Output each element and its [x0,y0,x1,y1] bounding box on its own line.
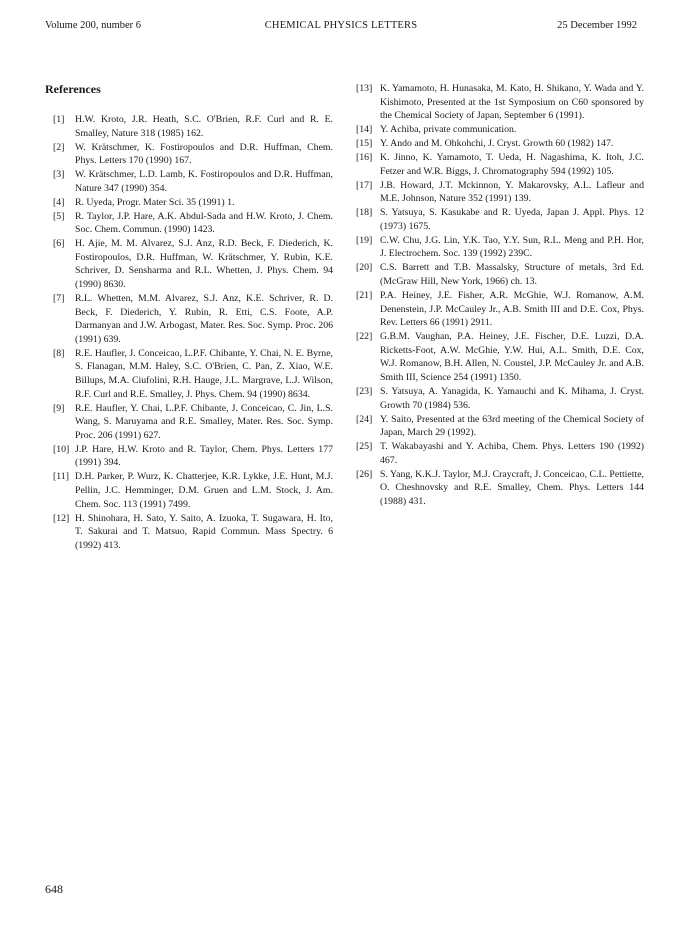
reference-number: [22] [356,331,373,343]
reference-text: R. Taylor, J.P. Hare, A.K. Abdul-Sada and H.W. Kroto, J. Chem. Soc. Chem. Commun. (1990) 1423. [75,210,333,236]
reference-entry [356,289,644,330]
reference-number: [8] [53,347,65,359]
reference-entry [45,113,333,140]
left-column [45,82,333,553]
reference-entry [356,137,644,151]
reference-entry [356,234,644,261]
reference-number: [24] [356,413,373,425]
reference-number: [1] [53,114,65,125]
reference-text: R. Uyeda, Progr. Mater Sci. 35 (1991) 1. [75,196,235,208]
reference-entry [356,385,644,412]
reference-number: [3] [53,169,65,181]
reference-text: G.B.M. Vaughan, P.A. Heiney, J.E. Fischer, D.E. Luzzi, D.A. Ricketts-Foot, A.W. McGhie, Y.W. Hui, A.L. Smith, D.E. Cox, W.J. Romanow, B.H. Allen, N. Coustel, J.P. McCauley Jr. and A.B. Smith III, Science 254 (1991) 1350. [380,331,644,383]
reference-number: [12] [53,512,70,524]
reference-number: [7] [53,293,65,305]
reference-number: [23] [356,385,373,397]
reference-number: [17] [356,179,373,191]
reference-text: H. Ajie, M. M. Alvarez, S.J. Anz, R.D. Beck, F. Diederich, K. Fostiropoulos, D.R. Huffman, W. Krätschmer, Y. Rubin, K.E. Schriver, D. Sensharma and R.L. Whetten, J. Phys. Chem. 94 (1990) 8630. [75,238,333,291]
reference-text: P.A. Heiney, J.E. Fisher, A.R. McGhie, W.J. Romanow, A.M. Denenstein, J.P. McCauley Jr., A.B. Smith III and D.E. Cox, Phys. Rev. Letters 66 (1991) 2911. [380,290,644,329]
reference-entry [45,292,333,346]
reference-text: R.E. Haufler, J. Conceicao, L.P.F. Chibante, Y. Chai, N. E. Byrne, S. Flanagan, M.M. Haley, S.C. O'Brien, C. Pan, Z. Xiao, W.E. Billups, M.A. Ciufolini, R.H. Hauge, J.L. Margrave, L.J. Wilson, R.F. Curl and R.E. Smalley, J. Phys. Chem. 94 (1990) 8634. [75,347,333,400]
reference-text: J.B. Howard, J.T. Mckinnon, Y. Makarovsky, A.L. Lafleur and M.E. Johnson, Nature 352 (1991) 139. [380,179,644,205]
page-header [45,20,637,36]
reference-entry [45,512,333,553]
reference-entry [356,151,644,178]
reference-entry [45,443,333,470]
reference-text: J.P. Hare, H.W. Kroto and R. Taylor, Chem. Phys. Letters 177 (1991) 394. [75,443,333,469]
reference-text: H. Shinohara, H. Sato, Y. Saito, A. Izuoka, T. Sugawara, H. Ito, T. Sakurai and T. Matsuo, Rapid Commun. Mass Spectry. 6 (1992) 413. [75,512,333,551]
reference-text: K. Jinno, K. Yamamoto, T. Ueda, H. Nagashima, K. Itoh, J.C. Fetzer and W.R. Biggs, J. Chromatography 594 (1992) 105. [380,152,644,177]
reference-number: [4] [53,196,65,208]
reference-number: [9] [53,402,65,414]
reference-entry [356,123,644,137]
reference-entry [356,413,644,440]
volume-label: Volume 200, number 6 [45,20,142,31]
reference-entry [45,168,333,195]
reference-text: Y. Achiba, private communication. [380,124,517,136]
reference-text: K. Yamamoto, H. Hunasaka, M. Kato, H. Shikano, Y. Wada and Y. Kishimoto, Presented at the 1st Symposium on C60 sponsored by the Chemical Society of Japan, September 6 (1991). [380,83,644,122]
reference-entry [356,82,644,123]
reference-number: [20] [356,262,373,274]
reference-entry [356,179,644,206]
reference-number: [18] [356,207,373,219]
reference-text: D.H. Parker, P. Wurz, K. Chatterjee, K.R. Lykke, J.E. Hunt, M.J. Pellin, J.C. Hemminger, D.M. Gruen and L.M. Stock, J. Am. Chem. Soc. 113 (1991) 7499. [75,471,333,510]
reference-text: W. Krätschmer, K. Fostiropoulos and D.R. Huffman, Chem. Phys. Letters 170 (1990) 167. [75,141,333,167]
reference-number: [21] [356,290,373,302]
reference-text: R.L. Whetten, M.M. Alvarez, S.J. Anz, K.E. Schriver, R. D. Beck, F. Diederich, Y. Rubin, R. Etti, C.S. Foote, A.P. Darmanyan and J.W. Arbogast, Mater. Res. Soc. Symp. Proc. 206 (1991) 639. [75,293,333,345]
reference-number: [11] [53,471,69,483]
reference-entry [356,468,644,509]
reference-text: Y. Ando and M. Ohkohchi, J. Cryst. Growth 60 (1982) 147. [380,138,614,150]
right-column [356,82,644,509]
reference-text: C.S. Barrett and T.B. Massalsky, Structure of metals, 3rd Ed. (McGraw Hill, New York, 1966) ch. 13. [380,262,644,288]
reference-number: [19] [356,234,373,246]
reference-list-left [45,113,333,552]
journal-title: CHEMICAL PHYSICS LETTERS [264,20,418,31]
reference-entry [45,402,333,443]
reference-entry [356,261,644,288]
references-heading: References [45,82,101,96]
reference-text: Y. Saito, Presented at the 63rd meeting of the Chemical Society of Japan, March 29 (1992). [380,413,644,439]
reference-text: S. Yatsuya, A. Yanagida, K. Yamauchi and K. Mihama, J. Cryst. Growth 70 (1984) 536. [380,385,644,411]
reference-text: C.W. Chu, J.G. Lin, Y.K. Tao, Y.Y. Sun, R.L. Meng and P.H. Hor, J. Electrochem. Soc. 139 (1992) 239C. [380,234,644,260]
reference-list-right [356,82,644,508]
reference-text: T. Wakabayashi and Y. Achiba, Chem. Phys. Letters 190 (1992) 467. [380,441,644,466]
reference-entry [356,330,644,384]
reference-entry [356,206,644,233]
page-number: 648 [45,882,63,896]
reference-text: S. Yang, K.K.J. Taylor, M.J. Craycraft, J. Conceicao, C.L. Pettiette, O. Cheshnovsky and R.E. Smalley, Chem. Phys. Letters 144 (1988) 431. [380,468,644,507]
reference-number: [26] [356,468,373,480]
reference-number: [14] [356,124,373,136]
reference-number: [25] [356,441,373,453]
reference-number: [16] [356,152,373,164]
reference-text: R.E. Haufler, Y. Chai, L.P.F. Chibante, J. Conceicao, C. Jin, L.S. Wang, S. Maruyama and R.E. Smalley, Mater. Res. Soc. Symp. Proc. 206 (1991) 627. [75,402,333,441]
reference-entry [45,196,333,210]
reference-entry [45,141,333,168]
reference-text: W. Krätschmer, L.D. Lamb, K. Fostiropoulos and D.R. Huffman, Nature 347 (1990) 354. [75,169,333,194]
reference-text: H.W. Kroto, J.R. Heath, S.C. O'Brien, R.F. Curl and R. E. Smalley, Nature 318 (1985) 162. [75,114,333,139]
reference-entry [45,210,333,237]
reference-entry [45,470,333,511]
reference-entry [45,237,333,291]
reference-number: [10] [53,443,70,455]
reference-number: [13] [356,83,373,94]
reference-text: S. Yatsuya, S. Kasukabe and R. Uyeda, Japan J. Appl. Phys. 12 (1973) 1675. [380,207,644,232]
reference-number: [15] [356,138,373,150]
reference-number: [6] [53,238,65,250]
reference-entry [45,347,333,401]
reference-entry [356,440,644,467]
issue-date: 25 December 1992 [557,20,637,31]
reference-number: [2] [53,141,65,153]
reference-number: [5] [53,210,65,222]
